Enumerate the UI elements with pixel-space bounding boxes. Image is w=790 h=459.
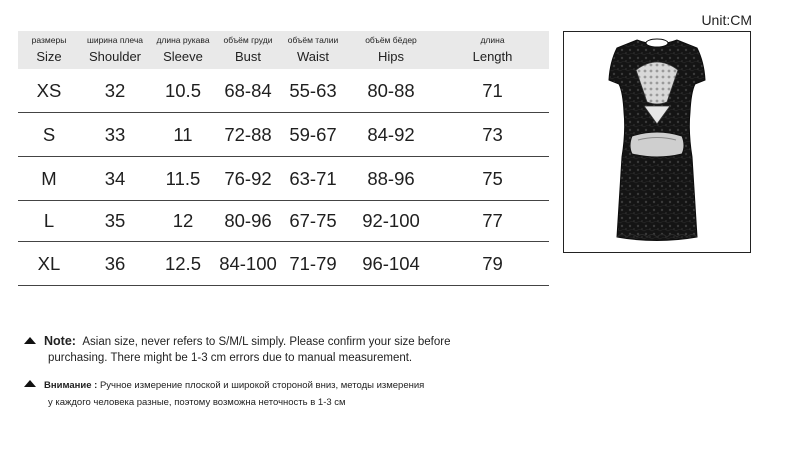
header-en: Sleeve bbox=[163, 49, 203, 64]
header-bust bbox=[216, 31, 280, 69]
cell-length: 73 bbox=[482, 123, 503, 145]
cell-length: 71 bbox=[482, 79, 503, 101]
cell-hips: 96-104 bbox=[362, 252, 420, 274]
cell-waist: 55-63 bbox=[289, 79, 337, 101]
cell-shoulder: 35 bbox=[104, 210, 126, 231]
cell-sleeve: 11 bbox=[173, 123, 193, 145]
header-en: Length bbox=[472, 49, 513, 64]
cell-bust: 68-84 bbox=[224, 79, 272, 101]
note-english bbox=[24, 333, 450, 366]
cell-size: XS bbox=[36, 79, 62, 101]
header-ru: объём талии bbox=[287, 35, 339, 45]
cell-sleeve: 10.5 bbox=[164, 79, 201, 101]
cell-waist: 63-71 bbox=[289, 167, 337, 189]
note-russian bbox=[24, 377, 424, 411]
cell-shoulder: 36 bbox=[104, 252, 126, 274]
table-row bbox=[18, 157, 549, 201]
header-en: Size bbox=[36, 49, 62, 64]
note-label: Внимание : bbox=[44, 380, 98, 391]
header-en: Bust bbox=[234, 49, 261, 64]
note-text: Ручное измерение плоской и широкой стороной вниз, методы измерения bbox=[99, 380, 425, 391]
note-text: у каждого человека разные, поэтому возможна неточность в 1-3 см bbox=[48, 397, 346, 408]
header-ru: длина рукава bbox=[156, 35, 210, 45]
cell-waist: 71-79 bbox=[289, 252, 337, 274]
header-en: Waist bbox=[296, 49, 330, 64]
cell-hips: 92-100 bbox=[362, 210, 420, 231]
cell-waist: 59-67 bbox=[289, 123, 337, 145]
note-text: Asian size, never refers to S/M/L simply. Please confirm your size before bbox=[82, 336, 451, 348]
cell-length: 79 bbox=[482, 252, 503, 274]
triangle-icon bbox=[24, 337, 36, 344]
triangle-icon bbox=[24, 380, 36, 387]
header-size bbox=[18, 31, 80, 69]
cell-hips: 80-88 bbox=[367, 79, 415, 101]
cell-shoulder: 33 bbox=[104, 123, 126, 145]
table-row bbox=[18, 69, 549, 113]
header-ru: размеры bbox=[31, 35, 67, 45]
cell-bust: 80-96 bbox=[224, 210, 272, 231]
header-en: Shoulder bbox=[88, 49, 142, 64]
cell-size: L bbox=[43, 210, 55, 231]
table-row bbox=[18, 113, 549, 157]
cell-bust: 84-100 bbox=[219, 252, 277, 274]
note-text: purchasing. There might be 1-3 cm errors due to manual measurement. bbox=[48, 352, 413, 364]
note-label: Note: bbox=[44, 334, 76, 348]
cell-length: 75 bbox=[482, 167, 503, 189]
header-en: Hips bbox=[377, 49, 404, 64]
header-ru: длина bbox=[480, 35, 505, 45]
table-row bbox=[18, 242, 549, 286]
table-row bbox=[18, 201, 549, 242]
dress-illustration bbox=[564, 32, 750, 252]
cell-shoulder: 34 bbox=[104, 167, 126, 189]
cell-hips: 88-96 bbox=[367, 167, 415, 189]
header-ru: объём груди bbox=[223, 35, 273, 45]
cell-length: 77 bbox=[482, 210, 503, 231]
cell-size: XL bbox=[37, 252, 61, 274]
cell-shoulder: 32 bbox=[104, 79, 126, 101]
product-photo bbox=[563, 31, 751, 253]
header-shoulder bbox=[80, 31, 150, 69]
cell-bust: 76-92 bbox=[224, 167, 272, 189]
cell-sleeve: 11.5 bbox=[165, 167, 201, 189]
unit-label: Unit:CM bbox=[701, 12, 752, 28]
cell-hips: 84-92 bbox=[367, 123, 415, 145]
header-sleeve bbox=[150, 31, 216, 69]
header-waist bbox=[280, 31, 346, 69]
cell-bust: 72-88 bbox=[224, 123, 272, 145]
table-header bbox=[18, 31, 549, 69]
cell-sleeve: 12 bbox=[172, 210, 194, 231]
header-ru: объём бёдер bbox=[365, 35, 417, 45]
cell-waist: 67-75 bbox=[289, 210, 337, 231]
header-length bbox=[436, 31, 549, 69]
cell-size: S bbox=[42, 123, 56, 145]
header-hips bbox=[346, 31, 436, 69]
size-chart-table bbox=[18, 31, 549, 286]
cell-sleeve: 12.5 bbox=[164, 252, 201, 274]
cell-size: M bbox=[41, 167, 57, 189]
header-ru: ширина плеча bbox=[87, 35, 143, 45]
